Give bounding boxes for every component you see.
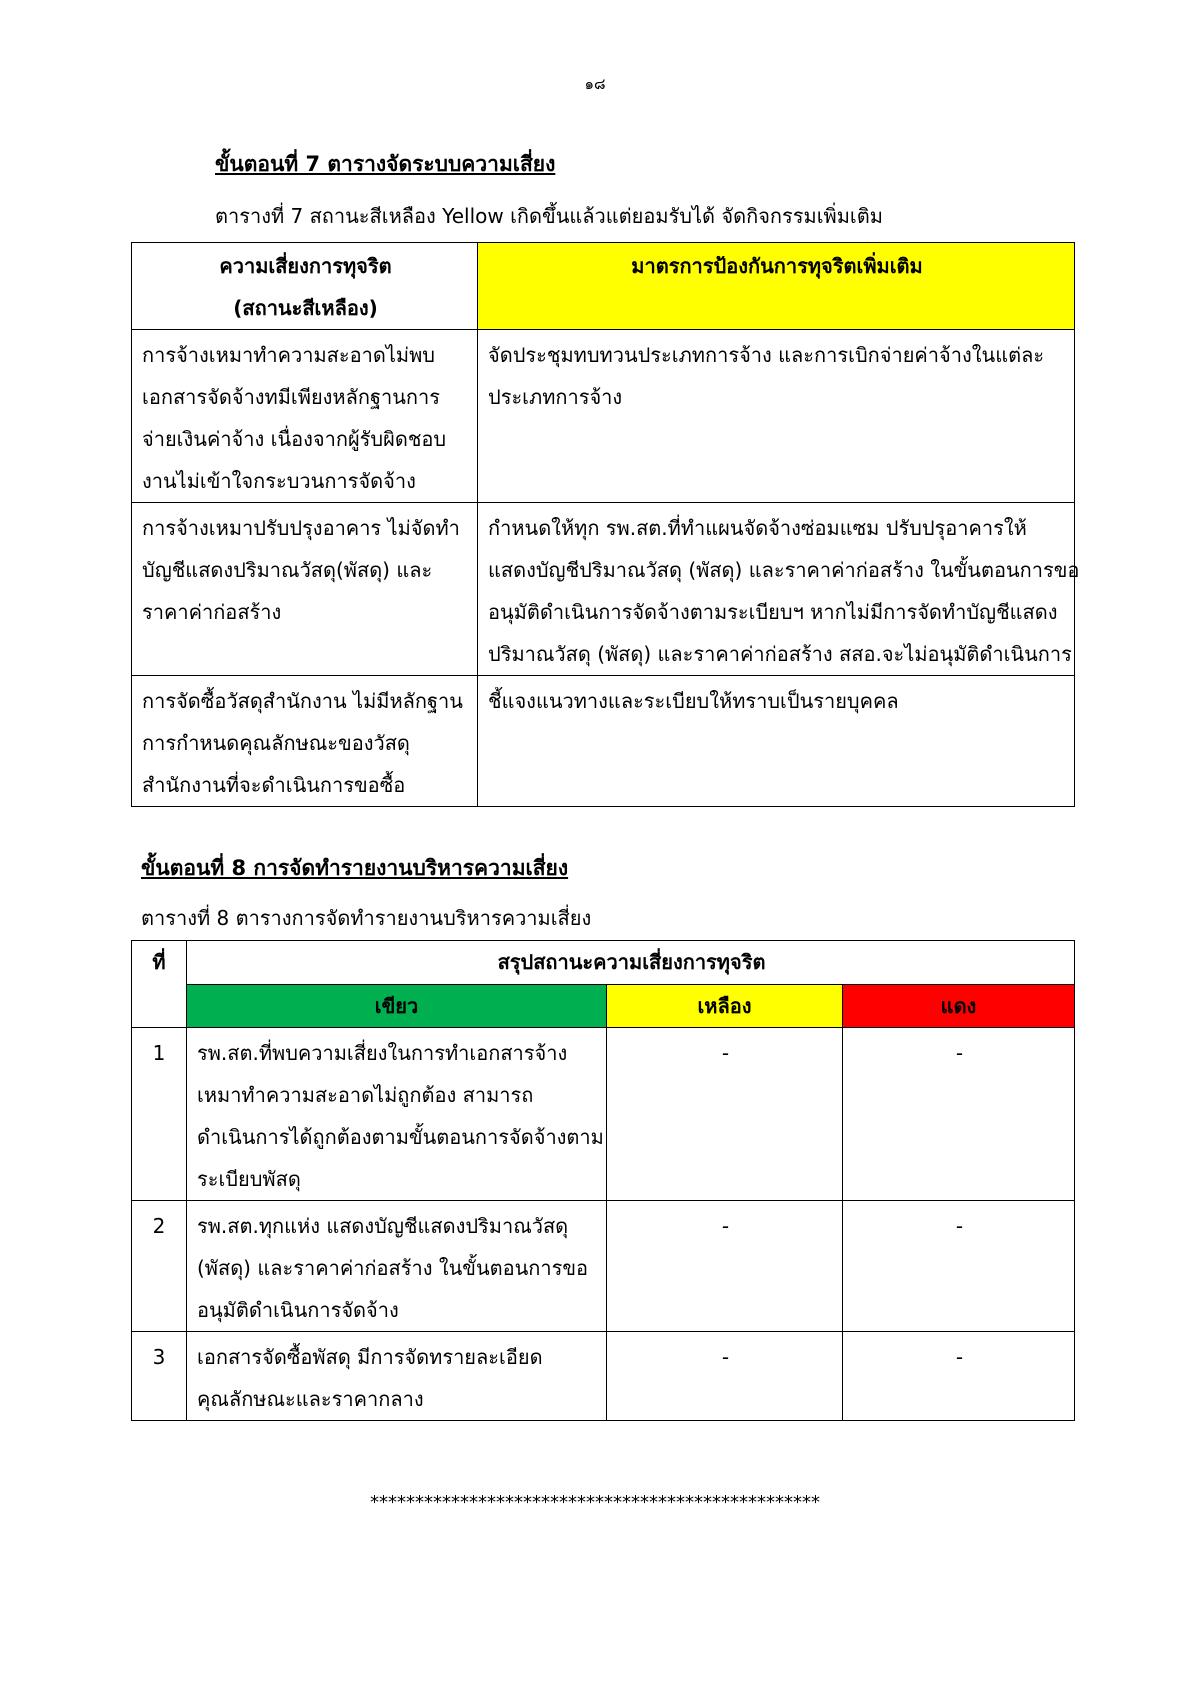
row-number: 1	[152, 1041, 166, 1065]
summary-header-cell	[187, 941, 1075, 985]
summary-header: สรุปสถานะความเสี่ยงการทุจริต	[497, 950, 766, 974]
risk-text-line: การกำหนดคุณลักษณะของวัสดุ	[142, 731, 410, 755]
risk-text-line: ราคาค่าก่อสร้าง	[142, 600, 282, 624]
risk-table	[131, 242, 1080, 807]
green-text-line: เหมาทำความสะอาดไม่ถูกต้อง สามารถ	[197, 1083, 534, 1107]
measure-text-line: ประเภทการจ้าง	[488, 385, 623, 409]
step8-caption: ตารางที่ 8 ตารางการจัดทำรายงานบริหารความเสี่ยง	[141, 906, 592, 930]
yellow-header-cell	[607, 985, 843, 1028]
green-text-line: (พัสดุ) และราคาค่าก่อสร้าง ในขั้นตอนการขอ	[197, 1256, 589, 1280]
table-row	[132, 1201, 1075, 1332]
measure-header-cell	[478, 243, 1075, 330]
green-text-line: อนุมัติดำเนินการจัดจ้าง	[197, 1298, 399, 1322]
risk-table-header	[132, 243, 1075, 330]
report-table	[131, 940, 1075, 1421]
red-value: -	[955, 1345, 964, 1369]
green-text-line: ดำเนินการได้ถูกต้องตามขั้นตอนการจัดจ้างตาม	[197, 1125, 604, 1149]
risk-header-line2: (สถานะสีเหลือง)	[233, 296, 378, 320]
yellow-value: -	[721, 1345, 730, 1369]
green-text-line: รพ.สต.ที่พบความเสี่ยงในการทำเอกสารจ้าง	[197, 1041, 568, 1065]
yellow-value: -	[721, 1041, 730, 1065]
measure-text-line: อนุมัติดำเนินการจัดจ้างตามระเบียบฯ หากไม่มีการจัดทำบัญชีแสดง	[488, 600, 1058, 624]
risk-text-line: การจัดซื้อวัสดุสำนักงาน ไม่มีหลักฐาน	[142, 689, 463, 713]
footer-separator: **************************************************	[370, 1492, 820, 1513]
risk-header-cell	[132, 243, 478, 330]
measure-text-line: ชี้แจงแนวทางและระเบียบให้ทราบเป็นรายบุคคล	[488, 689, 899, 713]
risk-text-line: งานไม่เข้าใจกระบวนการจัดจ้าง	[142, 469, 416, 493]
yellow-header: เหลือง	[697, 994, 752, 1018]
green-text-line: ระเบียบพัสดุ	[197, 1167, 301, 1191]
no-header-cell	[132, 941, 187, 1028]
red-header-cell	[843, 985, 1075, 1028]
yellow-value: -	[721, 1214, 730, 1238]
step7-caption: ตารางที่ 7 สถานะสีเหลือง Yellow เกิดขึ้นแล้วแต่ยอมรับได้ จัดกิจกรรมเพิ่มเติม	[215, 204, 883, 228]
risk-header-line1: ความเสี่ยงการทุจริต	[219, 254, 392, 278]
red-header: แดง	[940, 994, 977, 1018]
step7-heading: ขั้นตอนที่ 7 ตารางจัดระบบความเสี่ยง	[215, 152, 556, 176]
row-number: 3	[152, 1345, 166, 1369]
risk-text-line: สำนักงานที่จะดำเนินการขอซื้อ	[142, 773, 406, 797]
step8-heading: ขั้นตอนที่ 8 การจัดทำรายงานบริหารความเสี่ยง	[141, 856, 569, 880]
risk-text-line: บัญชีแสดงปริมาณวัสดุ(พัสดุ) และ	[142, 558, 433, 582]
measure-header: มาตรการป้องกันการทุจริตเพิ่มเติม	[631, 254, 923, 278]
table-row	[132, 330, 1075, 503]
table-row	[132, 676, 1075, 807]
green-text-line: เอกสารจัดซื้อพัสดุ มีการจัดทรายละเอียด	[197, 1345, 543, 1369]
measure-text-line: จัดประชุมทบทวนประเภทการจ้าง และการเบิกจ่ายค่าจ้างในแต่ละ	[488, 343, 1045, 367]
red-value: -	[955, 1041, 964, 1065]
row-number: 2	[152, 1214, 166, 1238]
green-text-line: รพ.สต.ทุกแห่ง แสดงบัญชีแสดงปริมาณวัสดุ	[197, 1214, 569, 1238]
table-row	[132, 503, 1075, 676]
risk-text-line: การจ้างเหมาปรับปรุงอาคาร ไม่จัดทำ	[142, 516, 460, 540]
measure-text-line: แสดงบัญชีปริมาณวัสดุ (พัสดุ) และราคาค่าก่อสร้าง ในขั้นตอนการขอ	[488, 558, 1080, 582]
measure-text-line: กำหนดให้ทุก รพ.สต.ที่ทำแผนจัดจ้างซ่อมแซม ปรับปรุอาคารให้	[488, 516, 1027, 540]
table-row	[132, 1028, 1075, 1201]
measure-text-line: ปริมาณวัสดุ (พัสดุ) และราคาค่าก่อสร้าง สสอ.จะไม่อนุมัติดำเนินการ	[488, 642, 1072, 666]
green-header-cell	[187, 985, 607, 1028]
page-number: ๑๘	[584, 75, 606, 93]
green-header: เขียว	[374, 994, 419, 1018]
risk-text-line: จ่ายเงินค่าจ้าง เนื่องจากผู้รับผิดชอบ	[142, 427, 447, 451]
risk-text-line: เอกสารจัดจ้างทมีเพียงหลักฐานการ	[142, 385, 440, 409]
risk-text-line: การจ้างเหมาทำความสะอาดไม่พบ	[142, 343, 435, 367]
report-header-row	[132, 941, 1075, 985]
no-header: ที่	[152, 950, 166, 974]
red-value: -	[955, 1214, 964, 1238]
green-text-line: คุณลักษณะและราคากลาง	[197, 1387, 424, 1411]
report-subheader-row	[132, 985, 1075, 1028]
table-row	[132, 1332, 1075, 1421]
